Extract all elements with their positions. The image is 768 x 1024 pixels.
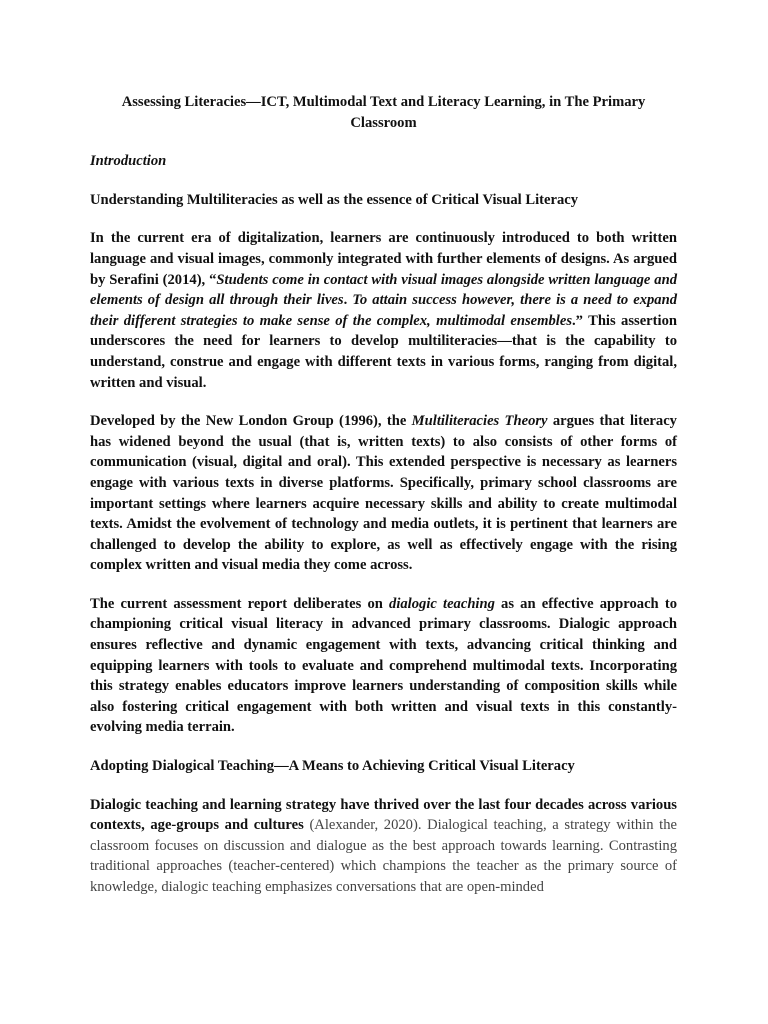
paragraph-assessment-report <box>90 594 677 738</box>
section-heading-dialogical-teaching: Adopting Dialogical Teaching—A Means to Achieving Critical Visual Literacy <box>90 758 575 775</box>
intro-heading: Introduction <box>90 153 167 170</box>
document-page <box>90 92 677 916</box>
p3-text-c: as an effective approach to championing critical visual literacy in advanced primary classrooms. Dialogic approach ensures reflective and dynamic engagement with texts, advancing critical thinking and equipping learners with tools to evaluate and comprehend multimodal texts. Incorporating this strategy enables educators improve learners understanding of composition skills while also fostering critical engagement with both written and visual texts in this constantly-evolving media terrain. <box>90 595 677 736</box>
p1-text-e: .” This assertion underscores the need for learners to develop multiliteracies—that is the capability to understand, construe and engage with different texts in various forms, ranging from digital, written and visual. <box>90 312 677 391</box>
section-heading-multiliteracies: Understanding Multiliteracies as well as the essence of Critical Visual Literacy <box>90 191 579 208</box>
p1-text-a: In the current era of digitalization, learners are continuously introduced to both written language and visual images, commonly integrated with further elements of designs. As argued by Serafini (2014), “ <box>90 230 677 288</box>
document-title: Assessing Literacies—ICT, Multimodal Text and Literacy Learning, in The Primary Classroom <box>121 94 646 131</box>
paragraph-dialogic-strategy <box>90 795 677 898</box>
paragraph-multiliteracies-theory <box>90 411 677 576</box>
p2-theory-name: Multiliteracies Theory <box>411 413 548 430</box>
p3-text-a: The current assessment report deliberates on <box>90 595 390 612</box>
p4-text-regular: (Alexander, 2020). Dialogical teaching, a strategy within the classroom focuses on discussion and dialogue as the best approach towards learning. Contrasting traditional approaches (teacher-centered) which champions the teacher as the primary source of knowledge, dialogic teaching emphasizes conversations that are open-minded <box>90 817 677 895</box>
p1-quote-2: To attain success however, there is a need to expand their different strategies to make sense of the complex, multimodal ensembles <box>90 292 677 329</box>
p3-dialogic-teaching: dialogic teaching <box>389 595 495 612</box>
p4-text-bold: Dialogic teaching and learning strategy have thrived over the last four decades across various contexts, age-groups and cultures <box>90 796 677 834</box>
p2-text-a: Developed by the New London Group (1996), the <box>90 413 412 430</box>
p1-text-c: . <box>343 292 353 309</box>
paragraph-digitalization <box>90 228 677 393</box>
p1-quote-1: Students come in contact with visual images alongside written language and elements of design all through their lives <box>90 271 677 309</box>
p2-text-c: argues that literacy has widened beyond the usual (that is, written texts) to also consists of other forms of communication (visual, digital and oral). This extended perspective is necessary as learners engage with various texts in diverse platforms. Specifically, primary school classrooms are important settings where learners acquire necessary skills and ability to create multimodal texts. Amidst the evolvement of technology and media outlets, it is pertinent that learners are challenged to develop the ability to explore, as well as effectively engage with the rising complex written and visual media they come across. <box>90 413 677 574</box>
